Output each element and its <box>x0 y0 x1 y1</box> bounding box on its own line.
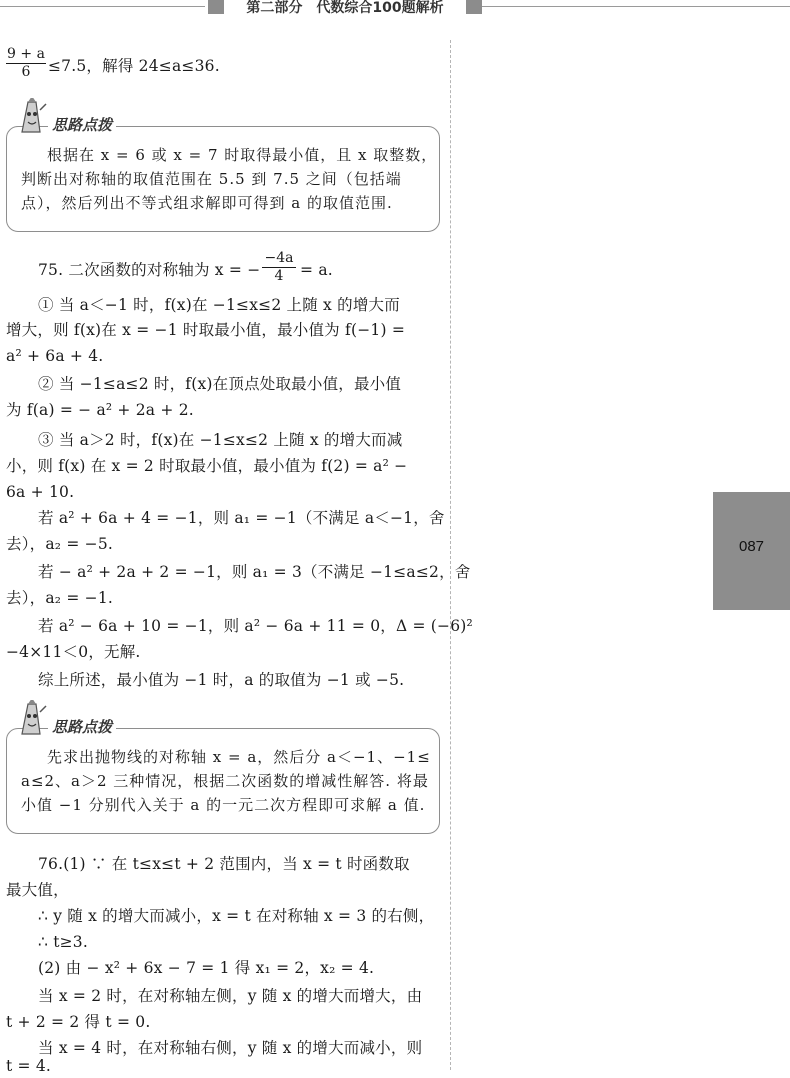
p76-line: 最大值， <box>6 881 69 899</box>
hint-2-label: 思路点拨 <box>48 716 116 737</box>
p75-fraction <box>262 250 296 285</box>
p76-line: ∴ t≥3. <box>38 933 88 951</box>
page-number-tab <box>713 492 790 610</box>
p75-line: 若 a² + 6a + 4 = −1，则 a₁ = −1（不满足 a＜−1，舍 <box>38 509 445 527</box>
hint-2-line: a≤2、a＞2 三种情况，根据二次函数的增减性解答. 将最 <box>21 772 429 790</box>
intro-fraction <box>6 46 46 81</box>
p75-line: 6a + 10. <box>6 483 75 501</box>
header-rule-left <box>0 6 205 7</box>
p76-line: 当 x = 4 时，在对称轴右侧，y 随 x 的增大而减小，则 <box>38 1039 423 1057</box>
hint-1-line: 判断出对称轴的取值范围在 5.5 到 7.5 之间（包括端 <box>21 170 402 188</box>
header-title: 第二部分 代数综合100题解析 <box>246 0 444 16</box>
hint-2-line: 先求出抛物线的对称轴 x = a，然后分 a＜−1、−1≤ <box>47 748 431 766</box>
hint-box-1 <box>6 126 440 232</box>
p75-line: ③ 当 a＞2 时，f(x)在 −1≤x≤2 上随 x 的增大而减 <box>38 431 403 449</box>
pencil-mascot-icon <box>14 98 48 134</box>
hint-2-line: 小值 −1 分别代入关于 a 的一元二次方程即可求解 a 值. <box>21 796 426 814</box>
hint-1-line: 点），然后列出不等式组求解即可得到 a 的取值范围. <box>21 194 393 212</box>
p75-line: 小，则 f(x) 在 x = 2 时取最小值，最小值为 f(2) = a² − <box>6 457 408 475</box>
p75-heading: 75. 二次函数的对称轴为 x = − <box>38 261 261 279</box>
page-number: 087 <box>738 538 765 555</box>
fraction-denominator: 6 <box>21 64 31 80</box>
p76-line: ∴ y 随 x 的增大而减小，x = t 在对称轴 x = 3 的右侧， <box>38 907 435 925</box>
hint-1-line: 根据在 x = 6 或 x = 7 时取得最小值，且 x 取整数， <box>47 146 438 164</box>
header-marker-right <box>466 0 482 14</box>
p75-line: 为 f(a) = − a² + 2a + 2. <box>6 401 194 419</box>
hint-1-label: 思路点拨 <box>48 114 116 135</box>
p75-line: ② 当 −1≤a≤2 时，f(x)在顶点处取最小值，最小值 <box>38 375 402 393</box>
p76-line: 当 x = 2 时，在对称轴左侧，y 随 x 的增大而增大，由 <box>38 987 423 1005</box>
pencil-mascot-icon <box>14 700 48 736</box>
p75-line: −4×11＜0，无解. <box>6 643 141 661</box>
fraction-numerator: 9 + a <box>7 46 45 62</box>
p75-line: 综上所述，最小值为 −1 时，a 的取值为 −1 或 −5. <box>38 671 405 689</box>
p76-line: t + 2 = 2 得 t = 0. <box>6 1013 151 1031</box>
fraction-numerator: −4a <box>264 250 294 266</box>
p75-line: 去），a₂ = −5. <box>6 535 114 553</box>
p75-heading-tail: = a. <box>300 261 333 279</box>
header-marker-left <box>208 0 224 14</box>
p75-line: a² + 6a + 4. <box>6 347 104 365</box>
p76-line: t = 4. <box>6 1057 52 1075</box>
p75-line: 若 − a² + 2a + 2 = −1，则 a₁ = 3（不满足 −1≤a≤2，舍 <box>38 563 471 581</box>
p75-line: 增大，则 f(x)在 x = −1 时取最小值，最小值为 f(−1) = <box>6 321 406 339</box>
p76-line: 76.(1) ∵ 在 t≤x≤t + 2 范围内，当 x = t 时函数取 <box>38 855 410 873</box>
p75-line: ① 当 a＜−1 时，f(x)在 −1≤x≤2 上随 x 的增大而 <box>38 296 400 314</box>
p75-line: 去），a₂ = −1. <box>6 589 114 607</box>
page-header <box>0 0 790 22</box>
intro-text: ≤7.5，解得 24≤a≤36. <box>48 57 220 75</box>
p76-line: (2) 由 − x² + 6x − 7 = 1 得 x₁ = 2，x₂ = 4. <box>38 959 375 977</box>
header-rule-right <box>482 6 790 7</box>
column-divider <box>450 40 451 1070</box>
p75-line: 若 a² − 6a + 10 = −1，则 a² − 6a + 11 = 0，Δ = (−6)² <box>38 617 473 635</box>
fraction-denominator: 4 <box>274 268 284 284</box>
hint-box-2 <box>6 728 440 834</box>
